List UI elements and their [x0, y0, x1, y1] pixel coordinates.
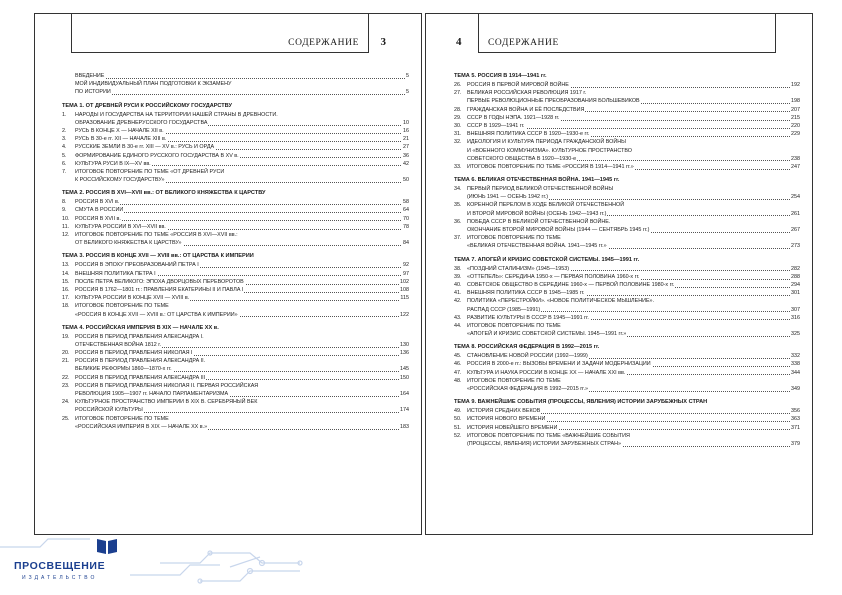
toc-entry[interactable]	[454, 330, 800, 338]
toc-entry[interactable]	[454, 440, 800, 448]
header-divider	[478, 14, 479, 52]
entry-title: ВНЕШНЯЯ ПОЛИТИКА СССР В 1920—1930-е гг.	[467, 131, 590, 138]
theme-heading: ТЕМА 3. РОССИЯ В КОНЦЕ XVII — XVIII вв.: ОТ ЦАРСТВА К ИМПЕРИИ	[62, 253, 254, 260]
entry-page-number: 42	[403, 160, 409, 167]
entry-title: РОССИЙСКОЙ КУЛЬТУРЫ	[75, 407, 143, 414]
entry-page-number: 379	[791, 440, 800, 447]
toc-entry[interactable]	[454, 407, 800, 415]
toc-entry[interactable]	[454, 385, 800, 393]
toc-entry[interactable]	[454, 273, 800, 281]
entry-number: 9.	[62, 207, 67, 214]
entry-number: 15.	[62, 278, 70, 285]
entry-page-number: 288	[791, 273, 800, 280]
entry-page-number: 247	[791, 163, 800, 170]
entry-title: ИТОГОВОЕ ПОВТОРЕНИЕ ПО ТЕМЕ	[467, 322, 561, 329]
entry-title: КУЛЬТУРА РУСИ В IX—XV вв.	[75, 160, 151, 167]
entry-page-number: 78	[403, 223, 409, 230]
entry-page-number: 108	[400, 286, 409, 293]
toc-entry[interactable]	[454, 314, 800, 322]
page-header	[35, 14, 421, 64]
entry-number: 25.	[62, 415, 70, 422]
entry-number: 37.	[454, 235, 462, 242]
entry-title: РОССИЯ В ПЕРИОД ПРАВЛЕНИЯ НИКОЛАЯ II. ПЕРВАЯ РОССИЙСКАЯ	[75, 382, 259, 389]
entry-title: РОССИЯ В XVI в.	[75, 199, 120, 206]
entry-title: ИТОГОВОЕ ПОВТОРЕНИЕ ПО ТЕМЕ	[75, 303, 169, 310]
toc-entry[interactable]	[454, 322, 800, 330]
entry-title: СССР В ГОДЫ НЭПА. 1921—1928 гг.	[467, 114, 560, 121]
toc-entry[interactable]	[62, 374, 409, 382]
toc-entry[interactable]	[454, 306, 800, 314]
toc-entry[interactable]	[62, 215, 409, 223]
entry-page-number: 192	[791, 82, 800, 88]
entry-number: 4.	[62, 144, 67, 151]
entry-title: ИДЕОЛОГИЯ И КУЛЬТУРА ПЕРИОДА ГРАЖДАНСКОЙ ВОЙНЫ	[467, 139, 626, 146]
entry-number: 20.	[62, 350, 70, 357]
toc-entry[interactable]	[454, 352, 800, 360]
toc-entry[interactable]	[454, 81, 800, 89]
page-number: 3	[380, 36, 386, 48]
entry-title: РОССИЯ В ПЕРИОД ПРАВЛЕНИЯ АЛЕКСАНДРА III	[75, 374, 206, 381]
toc-entry[interactable]	[62, 365, 409, 373]
toc-entry[interactable]	[454, 281, 800, 289]
entry-title: «АПОГЕЙ И КРИЗИС СОВЕТСКОЙ СИСТЕМЫ. 1945—1991 гг.»	[467, 331, 627, 338]
entry-page-number: 229	[791, 131, 800, 138]
entry-page-number: 356	[791, 408, 800, 415]
entry-title: ОТЕЧЕСТВЕННАЯ ВОЙНА 1812 г.	[75, 341, 162, 348]
toc-entry[interactable]	[454, 155, 800, 163]
toc-entry[interactable]	[62, 398, 409, 406]
entry-title: СТАНОВЛЕНИЕ НОВОЙ РОССИИ (1992—1999)	[467, 353, 588, 360]
entry-number: 17.	[62, 295, 70, 302]
entry-title: РАЗВИТИЕ КУЛЬТУРЫ В СССР В 1945—1991 гг.	[467, 314, 589, 321]
toc-entry[interactable]	[62, 160, 409, 168]
entry-page-number: 64	[403, 207, 409, 214]
entry-title: РЕВОЛЮЦИЯ 1905—1907 гг. НАЧАЛО ПАРЛАМЕНТАРИЗМА	[75, 391, 229, 397]
entry-page-number: 21	[403, 136, 409, 143]
toc-entry[interactable]	[454, 185, 800, 193]
entry-page-number: 174	[400, 407, 409, 414]
entry-page-number: 115	[400, 295, 409, 302]
entry-number: 41.	[454, 290, 462, 297]
entry-title: ИТОГОВОЕ ПОВТОРЕНИЕ ПО ТЕМЕ	[467, 235, 561, 242]
toc-entry[interactable]	[62, 111, 409, 119]
entry-page-number: 122	[400, 311, 409, 318]
entry-page-number: 261	[791, 210, 800, 217]
toc-entry[interactable]	[62, 72, 409, 80]
header-rule	[478, 52, 776, 53]
book-logo-icon	[96, 537, 118, 555]
entry-page-number: 215	[791, 114, 800, 121]
entry-title: ГРАЖДАНСКАЯ ВОЙНА И ЕЁ ПОСЛЕДСТВИЯ	[467, 106, 585, 113]
entry-title: КУЛЬТУРА РОССИИ В КОНЦЕ XVII — XVIII в.	[75, 295, 190, 302]
entry-title: СОВЕТСКОЕ ОБЩЕСТВО В СЕРЕДИНЕ 1960-х — ПЕРВОЙ ПОЛОВИНЕ 1980-х гг.	[467, 281, 675, 288]
entry-number: 27.	[454, 90, 462, 97]
entry-page-number: 145	[400, 366, 409, 373]
entry-page-number: 273	[791, 243, 800, 250]
toc-entry[interactable]	[454, 130, 800, 138]
toc-entry[interactable]	[62, 223, 409, 231]
entry-title: ОКОНЧАНИЕ ВТОРОЙ МИРОВОЙ ВОЙНЫ (1944 — СЕНТЯБРЬ 1945 гг.)	[467, 227, 650, 233]
entry-page-number: 102	[400, 278, 409, 285]
entry-title: «РОССИЯ В КОНЦЕ XVII — XVIII в.: ОТ ЦАРСТВА К ИМПЕРИИ»	[75, 311, 238, 318]
entry-title: ПОСЛЕ ПЕТРА ВЕЛИКОГО: ЭПОХА ДВОРЦОВЫХ ПЕРЕВОРОТОВ	[75, 278, 244, 285]
theme-heading: ТЕМА 6. ВЕЛИКАЯ ОТЕЧЕСТВЕННАЯ ВОЙНА. 1941—1945 гг.	[454, 177, 620, 184]
entry-title: «ВЕЛИКАЯ ОТЕЧЕСТВЕННАЯ ВОЙНА. 1941—1945 гг.»	[467, 243, 607, 250]
entry-number: 5.	[62, 152, 67, 159]
entry-title: «ПОЗДНИЙ СТАЛИНИЗМ» (1945—1953)	[467, 265, 570, 272]
theme-heading: ТЕМА 2. РОССИЯ В XVI—XVII вв.: ОТ ВЕЛИКОГО КНЯЖЕСТВА К ЦАРСТВУ	[62, 190, 266, 197]
toc-entry[interactable]	[454, 377, 800, 385]
entry-number: 6.	[62, 160, 67, 167]
toc-entry[interactable]	[454, 226, 800, 234]
header-divider	[368, 14, 369, 52]
entry-title: РОССИЯ В 1762—1801 гг.: ПРАВЛЕНИЯ ЕКАТЕРИНЫ II И ПАВЛА I	[75, 286, 244, 293]
header-title: СОДЕРЖАНИЕ	[488, 38, 559, 48]
toc-entry[interactable]	[62, 80, 409, 88]
entry-number: 35.	[454, 202, 462, 209]
entry-page-number: 332	[791, 353, 800, 360]
entry-page-number: 10	[403, 119, 409, 126]
toc-entry[interactable]	[454, 106, 800, 114]
entry-title: КУЛЬТУРА РОССИИ В XVI—XVII вв.	[75, 223, 166, 230]
header-divider	[775, 14, 776, 52]
entry-title: РОССИЯ В ПЕРВОЙ МИРОВОЙ ВОЙНЕ	[467, 82, 569, 88]
entry-page-number: 344	[791, 369, 800, 376]
entry-title: РУСЬ В 30-е гг. XII — НАЧАЛЕ XIII в.	[75, 136, 167, 143]
entry-title: РОССИЯ В ЭПОХУ ПРЕОБРАЗОВАНИЙ ПЕТРА I	[75, 262, 199, 269]
entry-title: ИТОГОВОЕ ПОВТОРЕНИЕ ПО ТЕМЕ	[75, 415, 169, 422]
entry-page-number: 282	[791, 265, 800, 272]
entry-page-number: 371	[791, 424, 800, 431]
entry-title: КОРЕННОЙ ПЕРЕЛОМ В ХОДЕ ВЕЛИКОЙ ОТЕЧЕСТВЕННОЙ	[467, 202, 625, 209]
toc-entry[interactable]	[454, 89, 800, 97]
entry-number: 36.	[454, 218, 462, 225]
entry-title: ВВЕДЕНИЕ	[75, 73, 105, 79]
entry-page-number: 36	[403, 152, 409, 159]
theme-heading: ТЕМА 5. РОССИЯ В 1914—1941 гг.	[454, 73, 547, 79]
toc-entry[interactable]	[62, 119, 409, 127]
publisher-logo-text: ПРОСВЕЩЕНИЕ	[14, 560, 106, 572]
toc-entry[interactable]	[62, 311, 409, 319]
toc-entry[interactable]	[454, 138, 800, 146]
toc-entry[interactable]	[62, 423, 409, 431]
entry-number: 24.	[62, 399, 70, 406]
toc-entry[interactable]	[62, 357, 409, 365]
entry-title: ИСТОРИЯ НОВОГО ВРЕМЕНИ	[467, 416, 546, 423]
theme-heading: ТЕМА 7. АПОГЕЙ И КРИЗИС СОВЕТСКОЙ СИСТЕМЫ. 1945—1991 гг.	[454, 256, 640, 263]
entry-page-number: 58	[403, 199, 409, 206]
entry-number: 43.	[454, 314, 462, 321]
circuit-decoration	[0, 535, 842, 595]
entry-title: ИТОГОВОЕ ПОВТОРЕНИЕ ПО ТЕМЕ «ОТ ДРЕВНЕЙ РУСИ	[75, 168, 225, 175]
entry-page-number: 164	[400, 391, 409, 397]
entry-number: 1.	[62, 111, 67, 118]
left-page	[34, 13, 422, 535]
entry-number: 38.	[454, 265, 462, 272]
entry-number: 2.	[62, 127, 67, 134]
entry-page-number: 130	[400, 341, 409, 348]
entry-title: ПОБЕДА СССР В ВЕЛИКОЙ ОТЕЧЕСТВЕННОЙ ВОЙНЕ.	[467, 218, 611, 225]
entry-page-number: 294	[791, 281, 800, 288]
toc-entry[interactable]	[62, 143, 409, 151]
entry-number: 8.	[62, 199, 67, 206]
entry-page-number: 338	[791, 361, 800, 368]
toc-entry[interactable]	[62, 261, 409, 269]
toc-entry[interactable]	[62, 294, 409, 302]
toc-entry[interactable]	[62, 382, 409, 390]
entry-number: 48.	[454, 377, 462, 384]
entry-title: И ВТОРОЙ МИРОВОЙ ВОЙНЫ (ОСЕНЬ 1942—1943 гг.)	[467, 210, 607, 217]
entry-page-number: 92	[403, 262, 409, 269]
entry-title: НАРОДЫ И ГОСУДАРСТВА НА ТЕРРИТОРИИ НАШЕЙ СТРАНЫ В ДРЕВНОСТИ.	[75, 111, 278, 118]
entry-number: 31.	[454, 131, 462, 138]
toc-entry[interactable]	[454, 163, 800, 171]
entry-title: ИСТОРИЯ НОВЕЙШЕГО ВРЕМЕНИ	[467, 424, 558, 431]
theme-heading: ТЕМА 9. ВАЖНЕЙШИЕ СОБЫТИЯ (ПРОЦЕССЫ, ЯВЛЕНИЯ) ИСТОРИИ ЗАРУБЕЖНЫХ СТРАН	[454, 399, 708, 406]
entry-title: ИСТОРИЯ СРЕДНИХ ВЕКОВ	[467, 408, 541, 415]
toc-entry[interactable]	[62, 168, 409, 176]
entry-number: 52.	[454, 432, 462, 439]
entry-page-number: 183	[400, 423, 409, 430]
entry-title: РУСЬ В КОНЦЕ X — НАЧАЛЕ XII в.	[75, 127, 164, 134]
entry-page-number: 27	[403, 144, 409, 151]
entry-number: 45.	[454, 353, 462, 360]
entry-number: 40.	[454, 281, 462, 288]
toc-entry[interactable]	[62, 341, 409, 349]
toc-list	[454, 72, 800, 448]
entry-title: КУЛЬТУРНОЕ ПРОСТРАНСТВО ИМПЕРИИ В XIX В. СЕРЕБРЯНЫЙ ВЕК	[75, 399, 258, 406]
entry-number: 32.	[454, 139, 462, 146]
entry-number: 3.	[62, 136, 67, 143]
toc-entry[interactable]	[454, 415, 800, 423]
entry-number: 47.	[454, 369, 462, 376]
entry-number: 12.	[62, 232, 70, 238]
toc-entry[interactable]	[454, 360, 800, 368]
entry-page-number: 220	[791, 122, 800, 129]
entry-number: 51.	[454, 424, 462, 431]
entry-page-number: 84	[403, 240, 409, 247]
entry-page-number: 316	[791, 314, 800, 321]
entry-number: 21.	[62, 358, 70, 365]
toc-entry[interactable]	[62, 270, 409, 278]
toc-entry[interactable]	[62, 127, 409, 135]
toc-entry[interactable]	[454, 122, 800, 130]
toc-entry[interactable]	[62, 135, 409, 143]
entry-title: РОССИЯ В ПЕРИОД ПРАВЛЕНИЯ АЛЕКСАНДРА II.	[75, 358, 206, 365]
header-divider	[71, 14, 72, 52]
entry-number: 26.	[454, 82, 462, 88]
entry-number: 44.	[454, 322, 462, 329]
header-title: СОДЕРЖАНИЕ	[288, 38, 359, 48]
entry-number: 50.	[454, 416, 462, 423]
toc-entry[interactable]	[62, 239, 409, 247]
toc-entry[interactable]	[454, 234, 800, 242]
toc-list	[62, 72, 409, 431]
entry-title: «ОТТЕПЕЛЬ»: СЕРЕДИНА 1950-х — ПЕРВАЯ ПОЛОВИНА 1960-х гг.	[467, 273, 640, 280]
entry-title: ПЕРВЫЕ РЕВОЛЮЦИОННЫЕ ПРЕОБРАЗОВАНИЯ БОЛЬШЕВИКОВ	[467, 98, 640, 105]
toc-entry[interactable]	[454, 297, 800, 305]
entry-number: 46.	[454, 361, 462, 368]
entry-page-number: 325	[791, 331, 800, 338]
entry-number: 42.	[454, 298, 462, 305]
right-page	[425, 13, 813, 535]
entry-title: И «ВОЕННОГО КОММУНИЗМА». КУЛЬТУРНОЕ ПРОСТРАНСТВО	[467, 147, 633, 154]
entry-number: 39.	[454, 273, 462, 280]
theme-heading: ТЕМА 4. РОССИЙСКАЯ ИМПЕРИЯ В XIX — НАЧАЛЕ XX в.	[62, 324, 219, 331]
toc-entry[interactable]	[62, 176, 409, 184]
toc-entry[interactable]	[454, 210, 800, 218]
page-header	[426, 14, 812, 64]
toc-entry[interactable]	[454, 114, 800, 122]
entry-page-number: 254	[791, 194, 800, 201]
toc-entry[interactable]	[454, 289, 800, 297]
entry-page-number: 267	[791, 227, 800, 233]
theme-heading: ТЕМА 1. ОТ ДРЕВНЕЙ РУСИ К РОССИЙСКОМУ ГОСУДАРСТВУ	[62, 102, 232, 109]
entry-title: МОЙ ИНДИВИДУАЛЬНЫЙ ПЛАН ПОДГОТОВКИ К ЭКЗАМЕНУ	[75, 81, 232, 88]
entry-number: 7.	[62, 168, 67, 175]
entry-title: «РОССИЙСКАЯ ИМПЕРИЯ В XIX — НАЧАЛЕ XX в.»	[75, 423, 208, 430]
entry-page-number: 136	[400, 350, 409, 357]
entry-page-number: 5	[406, 89, 409, 96]
entry-number: 33.	[454, 163, 462, 170]
entry-title: ИТОГОВОЕ ПОВТОРЕНИЕ ПО ТЕМЕ «РОССИЯ В 1914—1941 гг.»	[467, 163, 634, 170]
entry-title: ФОРМИРОВАНИЕ ЕДИНОГО РУССКОГО ГОСУДАРСТВА В XV в.	[75, 152, 239, 159]
entry-title: ИТОГОВОЕ ПОВТОРЕНИЕ ПО ТЕМЕ	[467, 377, 561, 384]
toc-entry[interactable]	[454, 147, 800, 155]
entry-title: СМУТА В РОССИИ	[75, 207, 124, 214]
toc-entry[interactable]	[62, 286, 409, 294]
entry-title: ПОЛИТИКА «ПЕРЕСТРОЙКИ». «НОВОЕ ПОЛИТИЧЕСКОЕ МЫШЛЕНИЕ».	[467, 298, 655, 305]
entry-title: (ИЮНЬ 1941 — ОСЕНЬ 1942 гг.)	[467, 194, 549, 201]
entry-page-number: 150	[400, 374, 409, 381]
entry-title: ОБРАЗОВАНИЕ ДРЕВНЕРУССКОГО ГОСУДАРСТВА	[75, 119, 208, 126]
toc-entry[interactable]	[62, 415, 409, 423]
entry-number: 49.	[454, 408, 462, 415]
entry-page-number: 301	[791, 290, 800, 297]
entry-title: РОССИЯ В ПЕРИОД ПРАВЛЕНИЯ АЛЕКСАНДРА I.	[75, 333, 204, 340]
toc-entry[interactable]	[62, 88, 409, 96]
entry-title: СОВЕТСКОГО ОБЩЕСТВА В 1920—1930-е	[467, 155, 577, 162]
entry-page-number: 5	[406, 73, 409, 79]
toc-entry[interactable]	[62, 231, 409, 239]
entry-page-number: 97	[403, 270, 409, 277]
publisher-logo-subtitle: ИЗДАТЕЛЬСТВО	[22, 575, 98, 581]
toc-entry[interactable]	[62, 333, 409, 341]
toc-entry[interactable]	[62, 278, 409, 286]
entry-number: 14.	[62, 270, 70, 277]
entry-title: ИТОГОВОЕ ПОВТОРЕНИЕ ПО ТЕМЕ «ВАЖНЕЙШИЕ СОБЫТИЯ	[467, 432, 630, 439]
entry-page-number: 363	[791, 416, 800, 423]
entry-title: ВЕЛИКИЕ РЕФОРМЫ 1860—1870-х гг.	[75, 366, 172, 373]
toc-entry[interactable]	[454, 201, 800, 209]
entry-title: ПЕРВЫЙ ПЕРИОД ВЕЛИКОЙ ОТЕЧЕСТВЕННОЙ ВОЙНЫ	[467, 186, 614, 193]
header-rule	[71, 52, 369, 53]
theme-heading: ТЕМА 8. РОССИЙСКАЯ ФЕДЕРАЦИЯ В 1992—2015 гг.	[454, 344, 600, 351]
toc-entry[interactable]	[62, 152, 409, 160]
entry-page-number: 207	[791, 106, 800, 113]
toc-entry[interactable]	[454, 97, 800, 105]
entry-title: ИТОГОВОЕ ПОВТОРЕНИЕ ПО ТЕМЕ «РОССИЯ В XVI—XVII вв.:	[75, 232, 238, 238]
toc-entry[interactable]	[62, 390, 409, 398]
page-number: 4	[456, 36, 462, 48]
toc-entry[interactable]	[62, 206, 409, 214]
toc-entry[interactable]	[454, 193, 800, 201]
entry-page-number: 307	[791, 306, 800, 313]
toc-entry[interactable]	[454, 369, 800, 377]
entry-number: 34.	[454, 186, 462, 193]
entry-title: ОТ ВЕЛИКОГО КНЯЖЕСТВА К ЦАРСТВУ»	[75, 240, 182, 247]
entry-number: 29.	[454, 114, 462, 121]
entry-title: ВЕЛИКАЯ РОССИЙСКАЯ РЕВОЛЮЦИЯ 1917 г.	[467, 90, 587, 97]
entry-number: 30.	[454, 122, 462, 129]
entry-title: ПО ИСТОРИИ	[75, 89, 111, 96]
entry-number: 22.	[62, 374, 70, 381]
entry-page-number: 349	[791, 386, 800, 392]
entry-title: РОССИЯ В XVII в.	[75, 215, 121, 222]
entry-page-number: 198	[791, 98, 800, 105]
entry-number: 19.	[62, 333, 70, 340]
toc-entry[interactable]	[62, 302, 409, 310]
toc-entry[interactable]	[454, 432, 800, 440]
toc-entry[interactable]	[62, 349, 409, 357]
entry-title: РОССИЯ В ПЕРИОД ПРАВЛЕНИЯ НИКОЛАЯ I	[75, 350, 193, 357]
entry-title: РУССКИЕ ЗЕМЛИ В 30-е гг. XIII — XV в.: РУСЬ И ОРДА	[75, 144, 215, 151]
entry-number: 16.	[62, 286, 70, 293]
toc-entry[interactable]	[62, 406, 409, 414]
entry-number: 13.	[62, 262, 70, 269]
toc-entry[interactable]	[454, 424, 800, 432]
entry-page-number: 70	[403, 215, 409, 222]
entry-title: «РОССИЙСКАЯ ФЕДЕРАЦИЯ В 1992—2015 гг.»	[467, 386, 588, 392]
entry-title: ВНЕШНЯЯ ПОЛИТИКА СССР В 1945—1985 гг.	[467, 290, 585, 297]
entry-number: 11.	[62, 223, 70, 230]
entry-page-number: 16	[403, 127, 409, 134]
entry-title: СССР В 1929—1941 гг.	[467, 122, 525, 129]
entry-number: 28.	[454, 106, 462, 113]
entry-title: ВНЕШНЯЯ ПОЛИТИКА ПЕТРА I	[75, 270, 156, 277]
toc-entry[interactable]	[454, 218, 800, 226]
entry-number: 23.	[62, 382, 70, 389]
toc-entry[interactable]	[454, 265, 800, 273]
entry-number: 18.	[62, 303, 70, 310]
toc-entry[interactable]	[454, 242, 800, 250]
entry-number: 10.	[62, 215, 70, 222]
entry-page-number: 50	[403, 177, 409, 184]
toc-entry[interactable]	[62, 198, 409, 206]
entry-title: РОССИЯ В 2000-е гг.: ВЫЗОВЫ ВРЕМЕНИ И ЗАДАЧИ МОДЕРНИЗАЦИИ	[467, 361, 651, 368]
publisher-footer	[0, 535, 842, 595]
entry-title: КУЛЬТУРА И НАУКА РОССИИ В КОНЦЕ XX — НАЧАЛЕ XXI вв.	[467, 369, 626, 376]
entry-page-number: 238	[791, 155, 800, 162]
entry-title: К РОССИЙСКОМУ ГОСУДАРСТВУ»	[75, 177, 165, 184]
entry-title: (ПРОЦЕССЫ, ЯВЛЕНИЯ) ИСТОРИИ ЗАРУБЕЖНЫХ СТРАН»	[467, 440, 622, 447]
entry-title: РАСПАД СССР (1985—1991)	[467, 306, 541, 313]
